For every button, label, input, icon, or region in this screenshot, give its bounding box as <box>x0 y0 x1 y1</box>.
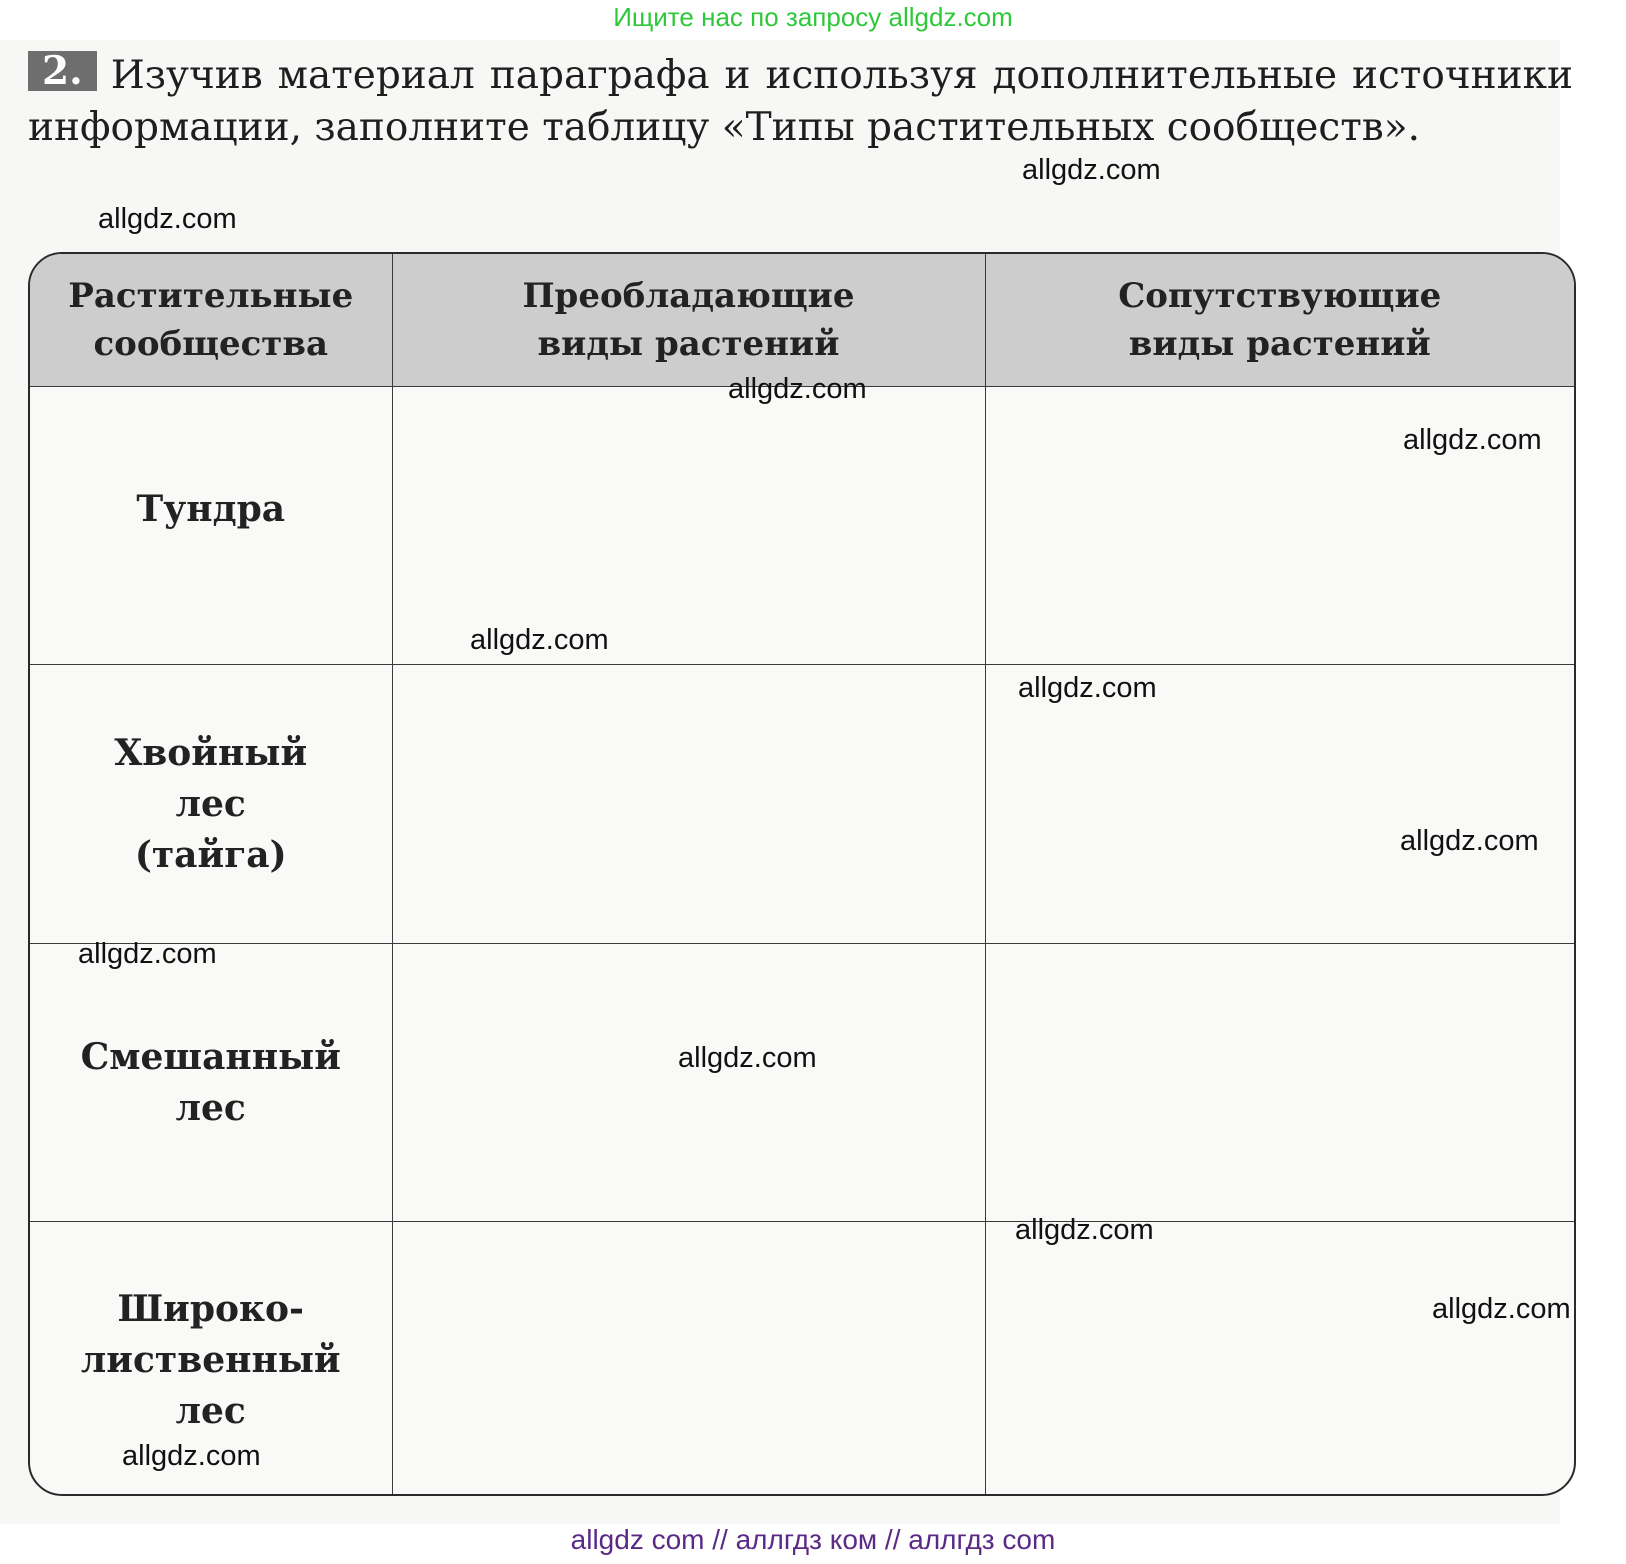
watermark: allgdz.com <box>1022 154 1161 186</box>
community-cell <box>30 665 392 944</box>
community-name: Хвойный лес (тайга) <box>114 731 308 876</box>
watermark: allgdz.com <box>1015 1214 1154 1246</box>
community-name: Смешанный лес <box>80 1035 341 1129</box>
watermark: allgdz.com <box>678 1042 817 1074</box>
task-number-badge: 2. <box>28 51 97 91</box>
header-communities-label: Растительные сообщества <box>68 276 354 364</box>
dominant-species-cell[interactable] <box>392 387 985 665</box>
table-row <box>30 1222 1574 1497</box>
plant-communities-table <box>28 252 1576 1496</box>
dominant-species-cell[interactable] <box>392 665 985 944</box>
watermark: allgdz.com <box>728 373 867 405</box>
accompanying-species-cell[interactable] <box>985 1222 1574 1497</box>
watermark: allgdz.com <box>1018 672 1157 704</box>
watermark: allgdz.com <box>78 938 217 970</box>
community-cell <box>30 387 392 665</box>
header-accompanying-label: Сопутствующие виды растений <box>1118 276 1442 364</box>
table-row <box>30 665 1574 944</box>
bottom-promo-banner: allgdz com // аллгдз ком // аллгдз com <box>570 1524 1056 1555</box>
task-statement <box>28 50 1573 154</box>
task-text: Изучив материал параграфа и используя дополнительные источники информации, заполните таблицу «Типы растительных сообществ». <box>28 53 1573 150</box>
community-name: Тундра <box>136 488 286 530</box>
table-grid <box>30 254 1574 1496</box>
dominant-species-cell[interactable] <box>392 1222 985 1497</box>
community-cell <box>30 944 392 1222</box>
table-row <box>30 387 1574 665</box>
top-promo-banner: Ищите нас по запросу allgdz.com <box>613 2 1013 32</box>
dominant-species-cell[interactable] <box>392 944 985 1222</box>
watermark: allgdz.com <box>1432 1293 1571 1325</box>
watermark: allgdz.com <box>122 1440 261 1472</box>
community-name: Широко- лиственный лес <box>80 1287 341 1432</box>
watermark: allgdz.com <box>1403 424 1542 456</box>
accompanying-species-cell[interactable] <box>985 665 1574 944</box>
header-communities <box>30 254 392 387</box>
header-dominant-species <box>392 254 985 387</box>
header-dominant-label: Преобладающие виды растений <box>522 276 855 364</box>
accompanying-species-cell[interactable] <box>985 944 1574 1222</box>
table-header-row <box>30 254 1574 387</box>
watermark: allgdz.com <box>470 624 609 656</box>
watermark: allgdz.com <box>1400 825 1539 857</box>
table-row <box>30 944 1574 1222</box>
header-accompanying-species <box>985 254 1574 387</box>
watermark: allgdz.com <box>98 203 237 235</box>
